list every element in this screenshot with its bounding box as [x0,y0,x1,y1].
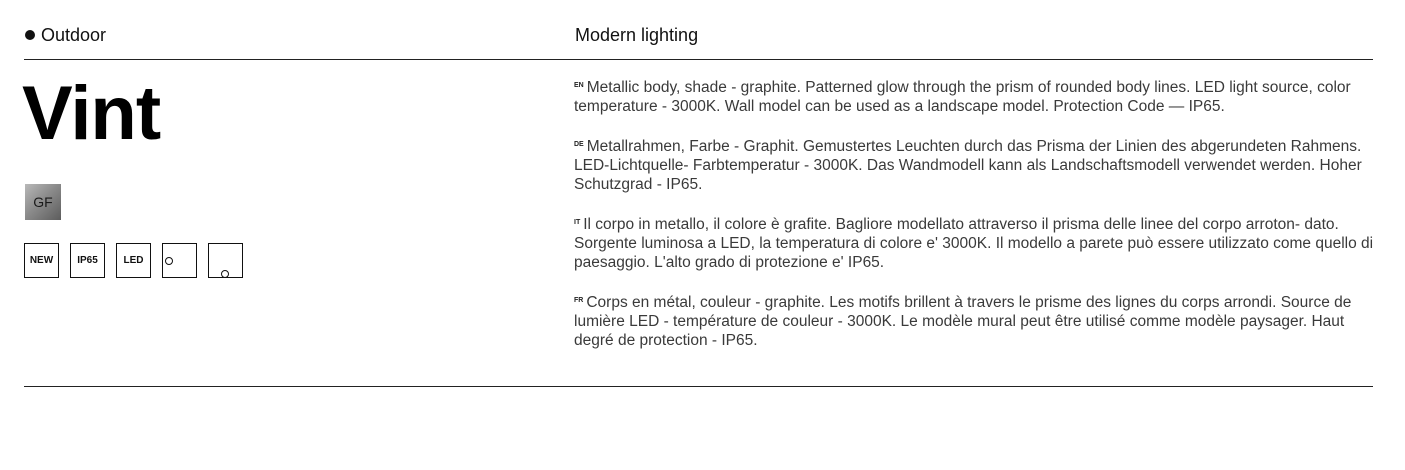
led-badge: LED [116,243,151,278]
lang-code-it: IT [574,219,581,226]
ip65-badge: IP65 [70,243,105,278]
ground-mount-icon [208,243,243,278]
finish-code: GF [33,194,53,210]
category-label [25,24,106,46]
lang-code-fr: FR [574,297,584,304]
bullet-icon [25,30,35,40]
bottom-divider [24,386,1373,387]
lang-code-en: EN [574,82,584,89]
ground-mount-dot [221,270,229,278]
description-text-fr: Corps en métal, couleur - graphite. Les motifs brillent à travers le prisme des lignes du corps arrondi. Source de lumière LED - température de couleur - 3000K. Le modèle mural peut être utilisé comme modèle paysager. Haut degré de protection - IP65. [574,294,1352,349]
wall-mount-dot [165,257,173,265]
category-text: Outdoor [41,25,107,45]
description-de [574,135,1374,194]
description-text-en: Metallic body, shade - graphite. Patterned glow through the prism of rounded body lines. LED light source, color temperature - 3000K. Wall model can be used as a landscape model. Protection Code — IP65. [574,79,1351,115]
feature-badges [24,243,243,278]
wall-mount-icon [162,243,197,278]
product-name: Vint [22,71,161,156]
lang-code-de: DE [574,141,584,148]
description-text-it: Il corpo in metallo, il colore è grafite. Bagliore modellato attraverso il prisma delle linee del corpo arroton- dato. Sorgente luminosa a LED, la temperatura di colore e' 3000K. Il modello a parete può essere utilizzato come quello di paesaggio. L'alto grado di protezione e' IP65. [574,216,1374,271]
top-divider [24,59,1373,60]
new-badge: NEW [24,243,59,278]
description-text-de: Metallrahmen, Farbe - Graphit. Gemustertes Leuchten durch das Prisma der Linien des abgerundeten Rahmens. LED-Lichtquelle- Farbtemperatur - 3000K. Das Wandmodell kann als Landschaftsmodell verwendet werden. Hoher Schutzgrad - IP65. [574,138,1362,193]
finish-swatch [25,184,61,220]
section-title: Modern lighting [575,25,699,45]
description-en [574,76,1374,116]
descriptions [574,76,1374,369]
description-it [574,213,1374,272]
description-fr [574,291,1374,350]
